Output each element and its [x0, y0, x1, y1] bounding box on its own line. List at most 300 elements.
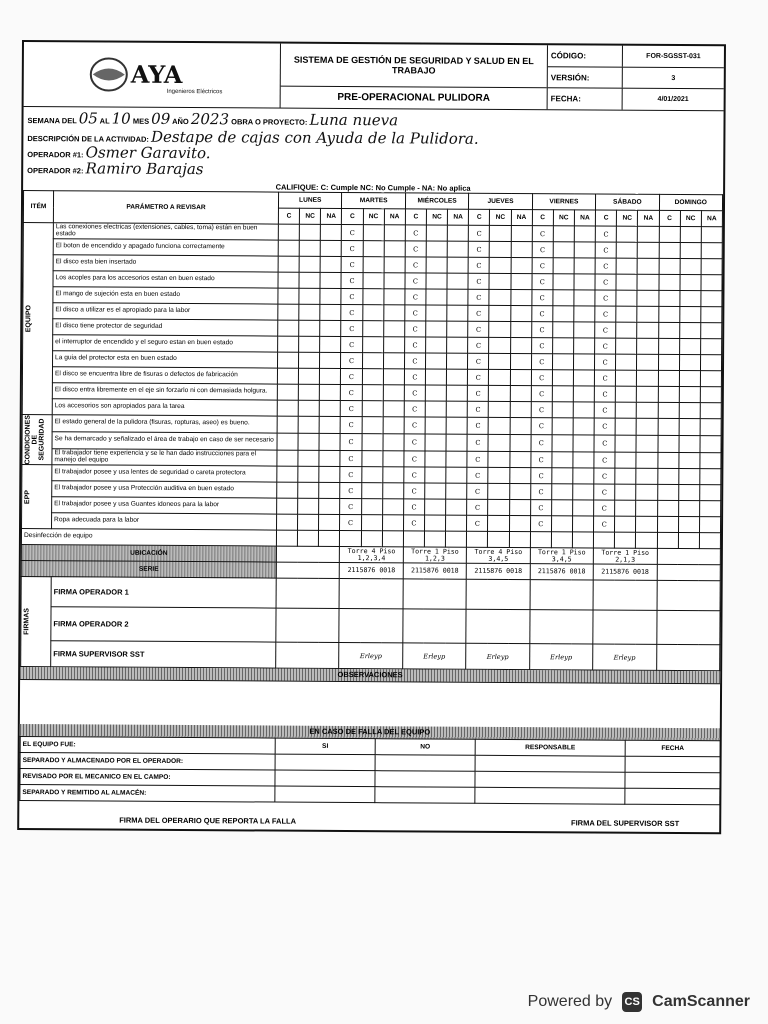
rating-cell[interactable]	[384, 273, 405, 289]
rating-cell[interactable]	[657, 469, 678, 485]
rating-cell[interactable]: C	[468, 385, 489, 401]
rating-cell[interactable]	[510, 321, 531, 337]
rating-cell[interactable]: C	[532, 242, 553, 258]
rating-cell[interactable]: C	[340, 433, 361, 450]
rating-cell[interactable]	[320, 304, 341, 320]
rating-cell[interactable]	[447, 369, 468, 385]
semana-del-field[interactable]: 05	[78, 109, 98, 128]
rating-cell[interactable]: C	[595, 290, 616, 306]
serie-cell[interactable]: 2115876 0018	[593, 564, 657, 580]
rating-cell[interactable]	[658, 418, 679, 435]
rating-cell[interactable]	[299, 256, 320, 272]
signature-cell[interactable]	[403, 609, 467, 643]
rating-cell[interactable]	[552, 354, 573, 370]
rating-cell[interactable]	[299, 272, 320, 288]
rating-cell[interactable]	[552, 386, 573, 402]
signature-cell[interactable]	[530, 610, 594, 644]
rating-cell[interactable]	[382, 483, 403, 499]
rating-cell[interactable]	[552, 338, 573, 354]
rating-cell[interactable]	[425, 434, 446, 451]
rating-cell[interactable]	[511, 241, 532, 257]
rating-cell[interactable]	[320, 336, 341, 352]
rating-cell[interactable]	[319, 483, 340, 499]
rating-cell[interactable]	[553, 306, 574, 322]
rating-cell[interactable]: C	[468, 289, 489, 305]
rating-cell[interactable]	[277, 466, 298, 482]
rating-cell[interactable]	[489, 321, 510, 337]
rating-cell[interactable]	[489, 273, 510, 289]
rating-cell[interactable]	[657, 501, 678, 517]
rating-cell[interactable]	[299, 224, 320, 240]
anio-field[interactable]: 2023	[190, 110, 230, 129]
rating-cell[interactable]	[552, 435, 573, 452]
rating-cell[interactable]: C	[531, 370, 552, 386]
observaciones-area[interactable]	[20, 679, 720, 728]
rating-cell[interactable]	[299, 304, 320, 320]
rating-cell[interactable]: C	[595, 322, 616, 338]
rating-cell[interactable]	[679, 323, 700, 339]
rating-cell[interactable]	[277, 450, 298, 467]
signature-cell[interactable]: Erleyp	[403, 643, 467, 669]
rating-cell[interactable]	[615, 485, 636, 501]
rating-cell[interactable]	[637, 290, 658, 306]
rating-cell[interactable]	[700, 387, 721, 403]
rating-cell[interactable]	[701, 259, 722, 275]
rating-cell[interactable]	[277, 384, 298, 400]
rating-cell[interactable]: C	[341, 336, 362, 352]
rating-cell[interactable]	[383, 305, 404, 321]
rating-cell[interactable]	[573, 451, 594, 468]
rating-cell[interactable]	[278, 304, 299, 320]
rating-cell[interactable]	[552, 402, 573, 418]
rating-cell[interactable]	[298, 450, 319, 467]
rating-cell[interactable]	[383, 321, 404, 337]
rating-cell[interactable]	[636, 435, 657, 452]
proyecto-field[interactable]: Luna nueva	[309, 110, 399, 130]
rating-cell[interactable]	[658, 435, 679, 452]
rating-cell[interactable]: C	[531, 306, 552, 322]
rating-cell[interactable]	[298, 499, 319, 515]
rating-cell[interactable]	[362, 417, 383, 434]
rating-cell[interactable]	[361, 499, 382, 515]
rating-cell[interactable]	[615, 501, 636, 517]
rating-cell[interactable]	[361, 483, 382, 499]
rating-cell[interactable]	[382, 499, 403, 515]
rating-cell[interactable]	[384, 257, 405, 273]
serie-cell[interactable]	[657, 565, 721, 581]
rating-cell[interactable]: C	[594, 484, 615, 500]
rating-cell[interactable]	[426, 289, 447, 305]
rating-cell[interactable]	[551, 500, 572, 516]
rating-cell[interactable]: C	[594, 500, 615, 516]
rating-cell[interactable]: C	[468, 337, 489, 353]
rating-cell[interactable]: C	[595, 258, 616, 274]
rating-cell[interactable]	[298, 467, 319, 483]
rating-cell[interactable]	[383, 369, 404, 385]
rating-cell[interactable]	[425, 417, 446, 434]
rating-cell[interactable]	[447, 241, 468, 257]
rating-cell[interactable]	[615, 418, 636, 435]
rating-cell[interactable]	[321, 224, 342, 240]
operador2-field[interactable]: Ramiro Barajas	[85, 159, 204, 179]
rating-cell[interactable]	[446, 434, 467, 451]
rating-cell[interactable]	[574, 290, 595, 306]
rating-cell[interactable]: C	[341, 400, 362, 416]
rating-cell[interactable]: C	[405, 305, 426, 321]
rating-cell[interactable]: C	[405, 289, 426, 305]
rating-cell[interactable]: C	[405, 321, 426, 337]
rating-cell[interactable]: C	[404, 417, 425, 434]
rating-cell[interactable]	[383, 434, 404, 451]
rating-cell[interactable]: C	[594, 435, 615, 452]
rating-cell[interactable]	[447, 337, 468, 353]
rating-cell[interactable]	[637, 370, 658, 386]
rating-cell[interactable]	[658, 402, 679, 418]
rating-cell[interactable]	[616, 242, 637, 258]
rating-cell[interactable]	[383, 353, 404, 369]
rating-cell[interactable]: C	[530, 468, 551, 484]
rating-cell[interactable]	[488, 500, 509, 516]
ubicacion-cell[interactable]: Torre 1 Piso 3,4,5	[530, 548, 594, 564]
rating-cell[interactable]	[425, 353, 446, 369]
rating-cell[interactable]	[425, 483, 446, 499]
rating-cell[interactable]	[679, 435, 700, 452]
rating-cell[interactable]	[382, 515, 403, 531]
rating-cell[interactable]	[573, 468, 594, 484]
rating-cell[interactable]	[701, 243, 722, 259]
rating-cell[interactable]	[298, 384, 319, 400]
rating-cell[interactable]	[510, 289, 531, 305]
ubicacion-cell[interactable]	[657, 549, 721, 565]
rating-cell[interactable]	[615, 517, 636, 533]
serie-cell[interactable]: 2115876 0018	[530, 564, 594, 580]
rating-cell[interactable]	[298, 515, 319, 531]
rating-cell[interactable]	[637, 258, 658, 274]
rating-cell[interactable]	[659, 226, 680, 242]
rating-cell[interactable]	[678, 485, 699, 501]
rating-cell[interactable]: C	[595, 354, 616, 370]
rating-cell[interactable]	[424, 515, 445, 531]
rating-cell[interactable]	[700, 419, 721, 436]
rating-cell[interactable]	[383, 467, 404, 483]
signature-cell[interactable]	[276, 578, 340, 608]
rating-cell[interactable]: C	[404, 385, 425, 401]
rating-cell[interactable]	[700, 371, 721, 387]
rating-cell[interactable]: C	[594, 516, 615, 532]
rating-cell[interactable]	[510, 337, 531, 353]
rating-cell[interactable]	[277, 400, 298, 416]
rating-cell[interactable]	[701, 307, 722, 323]
rating-cell[interactable]	[699, 517, 720, 533]
rating-cell[interactable]	[384, 241, 405, 257]
rating-cell[interactable]	[362, 353, 383, 369]
rating-cell[interactable]: C	[467, 468, 488, 484]
rating-cell[interactable]	[361, 515, 382, 531]
rating-cell[interactable]	[446, 468, 467, 484]
rating-cell[interactable]	[615, 402, 636, 418]
rating-cell[interactable]	[574, 338, 595, 354]
rating-cell[interactable]	[573, 500, 594, 516]
rating-cell[interactable]	[637, 322, 658, 338]
rating-cell[interactable]	[637, 402, 658, 418]
ubicacion-cell[interactable]: Torre 1 Piso 2,1,3	[593, 548, 657, 564]
rating-cell[interactable]: C	[341, 304, 362, 320]
rating-cell[interactable]	[658, 338, 679, 354]
rating-cell[interactable]: C	[531, 386, 552, 402]
rating-cell[interactable]: C	[530, 516, 551, 532]
rating-cell[interactable]	[320, 352, 341, 368]
signature-cell[interactable]: Erleyp	[466, 644, 530, 670]
rating-cell[interactable]: C	[342, 240, 363, 256]
rating-cell[interactable]	[616, 386, 637, 402]
rating-cell[interactable]	[426, 321, 447, 337]
rating-cell[interactable]	[446, 516, 467, 532]
rating-cell[interactable]	[616, 322, 637, 338]
rating-cell[interactable]	[700, 485, 721, 501]
rating-cell[interactable]: C	[404, 434, 425, 451]
rating-cell[interactable]	[657, 485, 678, 501]
rating-cell[interactable]	[552, 451, 573, 468]
rating-cell[interactable]: C	[404, 337, 425, 353]
signature-cell[interactable]: Erleyp	[593, 644, 657, 670]
rating-cell[interactable]	[552, 370, 573, 386]
rating-cell[interactable]	[363, 257, 384, 273]
rating-cell[interactable]	[299, 288, 320, 304]
rating-cell[interactable]	[278, 256, 299, 272]
rating-cell[interactable]	[615, 469, 636, 485]
rating-cell[interactable]	[510, 417, 531, 434]
rating-cell[interactable]	[616, 338, 637, 354]
rating-cell[interactable]	[637, 386, 658, 402]
rating-cell[interactable]	[701, 275, 722, 291]
rating-cell[interactable]	[426, 257, 447, 273]
rating-cell[interactable]	[278, 240, 299, 256]
rating-cell[interactable]	[320, 288, 341, 304]
rating-cell[interactable]	[383, 337, 404, 353]
rating-cell[interactable]	[553, 290, 574, 306]
rating-cell[interactable]	[636, 485, 657, 501]
rating-cell[interactable]	[425, 369, 446, 385]
rating-cell[interactable]: C	[530, 500, 551, 516]
rating-cell[interactable]: C	[467, 451, 488, 468]
rating-cell[interactable]	[636, 418, 657, 435]
rating-cell[interactable]	[488, 468, 509, 484]
rating-cell[interactable]: C	[403, 499, 424, 515]
rating-cell[interactable]: C	[595, 370, 616, 386]
rating-cell[interactable]	[658, 306, 679, 322]
signature-cell[interactable]	[276, 608, 340, 642]
rating-cell[interactable]	[657, 517, 678, 533]
rating-cell[interactable]: C	[468, 353, 489, 369]
rating-cell[interactable]	[678, 517, 699, 533]
rating-cell[interactable]	[278, 272, 299, 288]
rating-cell[interactable]	[298, 483, 319, 499]
rating-cell[interactable]: C	[530, 484, 551, 500]
rating-cell[interactable]: C	[405, 273, 426, 289]
rating-cell[interactable]	[573, 435, 594, 452]
rating-cell[interactable]	[616, 370, 637, 386]
rating-cell[interactable]	[319, 467, 340, 483]
rating-cell[interactable]	[319, 416, 340, 433]
rating-cell[interactable]: C	[594, 452, 615, 469]
rating-cell[interactable]	[447, 225, 468, 241]
rating-cell[interactable]: C	[594, 468, 615, 484]
rating-cell[interactable]: C	[594, 402, 615, 418]
rating-cell[interactable]	[553, 322, 574, 338]
rating-cell[interactable]: C	[467, 500, 488, 516]
rating-cell[interactable]	[426, 241, 447, 257]
rating-cell[interactable]	[363, 241, 384, 257]
rating-cell[interactable]	[573, 370, 594, 386]
rating-cell[interactable]	[679, 419, 700, 436]
rating-cell[interactable]	[680, 275, 701, 291]
rating-cell[interactable]	[678, 469, 699, 485]
rating-cell[interactable]: C	[340, 499, 361, 515]
rating-cell[interactable]	[425, 401, 446, 417]
rating-cell[interactable]	[426, 337, 447, 353]
rating-cell[interactable]	[574, 274, 595, 290]
rating-cell[interactable]	[489, 257, 510, 273]
rating-cell[interactable]	[679, 307, 700, 323]
rating-cell[interactable]	[490, 241, 511, 257]
rating-cell[interactable]	[700, 339, 721, 355]
rating-cell[interactable]	[659, 274, 680, 290]
rating-cell[interactable]	[298, 433, 319, 450]
rating-cell[interactable]	[320, 256, 341, 272]
rating-cell[interactable]	[700, 452, 721, 469]
rating-cell[interactable]	[637, 338, 658, 354]
rating-cell[interactable]	[638, 226, 659, 242]
rating-cell[interactable]: C	[531, 354, 552, 370]
rating-cell[interactable]	[573, 402, 594, 418]
rating-cell[interactable]: C	[469, 225, 490, 241]
rating-cell[interactable]	[278, 336, 299, 352]
rating-cell[interactable]	[361, 450, 382, 467]
rating-cell[interactable]	[638, 242, 659, 258]
serie-cell[interactable]: 2115876 0018	[403, 563, 467, 579]
rating-cell[interactable]	[680, 291, 701, 307]
rating-cell[interactable]	[615, 435, 636, 452]
rating-cell[interactable]: C	[404, 450, 425, 467]
rating-cell[interactable]	[509, 484, 530, 500]
rating-cell[interactable]: C	[341, 384, 362, 400]
rating-cell[interactable]: C	[404, 467, 425, 483]
rating-cell[interactable]	[383, 385, 404, 401]
rating-cell[interactable]: C	[595, 242, 616, 258]
rating-cell[interactable]: C	[341, 352, 362, 368]
rating-cell[interactable]	[574, 258, 595, 274]
rating-cell[interactable]	[320, 272, 341, 288]
rating-cell[interactable]: C	[468, 305, 489, 321]
rating-cell[interactable]	[446, 417, 467, 434]
signature-cell[interactable]	[593, 580, 657, 610]
rating-cell[interactable]: C	[341, 288, 362, 304]
rating-cell[interactable]	[488, 516, 509, 532]
rating-cell[interactable]	[679, 452, 700, 469]
rating-cell[interactable]	[551, 516, 572, 532]
rating-cell[interactable]	[553, 242, 574, 258]
rating-cell[interactable]	[510, 305, 531, 321]
rating-cell[interactable]	[701, 227, 722, 243]
rating-cell[interactable]	[384, 225, 405, 241]
rating-cell[interactable]	[320, 384, 341, 400]
rating-cell[interactable]: C	[340, 450, 361, 467]
rating-cell[interactable]	[277, 433, 298, 450]
rating-cell[interactable]	[362, 321, 383, 337]
rating-cell[interactable]	[701, 291, 722, 307]
signature-cell[interactable]	[656, 611, 720, 645]
rating-cell[interactable]	[277, 416, 298, 433]
rating-cell[interactable]	[657, 452, 678, 469]
rating-cell[interactable]	[679, 371, 700, 387]
rating-cell[interactable]	[489, 385, 510, 401]
rating-cell[interactable]	[700, 469, 721, 485]
signature-cell[interactable]	[593, 610, 657, 644]
rating-cell[interactable]	[362, 289, 383, 305]
signature-cell[interactable]: Erleyp	[529, 644, 593, 670]
rating-cell[interactable]: C	[594, 386, 615, 402]
rating-cell[interactable]	[511, 273, 532, 289]
rating-cell[interactable]	[278, 352, 299, 368]
rating-cell[interactable]	[488, 434, 509, 451]
rating-cell[interactable]	[573, 418, 594, 435]
rating-cell[interactable]	[426, 305, 447, 321]
rating-cell[interactable]	[574, 306, 595, 322]
rating-cell[interactable]: C	[531, 418, 552, 435]
rating-cell[interactable]: C	[404, 369, 425, 385]
rating-cell[interactable]: C	[467, 434, 488, 451]
rating-cell[interactable]	[447, 321, 468, 337]
rating-cell[interactable]	[425, 385, 446, 401]
rating-cell[interactable]	[573, 354, 594, 370]
rating-cell[interactable]	[489, 353, 510, 369]
rating-cell[interactable]	[489, 401, 510, 417]
rating-cell[interactable]	[680, 227, 701, 243]
rating-cell[interactable]	[700, 355, 721, 371]
rating-cell[interactable]	[362, 369, 383, 385]
rating-cell[interactable]	[658, 386, 679, 402]
rating-cell[interactable]: C	[595, 306, 616, 322]
rating-cell[interactable]	[700, 435, 721, 452]
rating-cell[interactable]: C	[595, 274, 616, 290]
rating-cell[interactable]	[617, 226, 638, 242]
rating-cell[interactable]	[489, 417, 510, 434]
rating-cell[interactable]	[679, 403, 700, 419]
rating-cell[interactable]	[616, 274, 637, 290]
rating-cell[interactable]: C	[403, 515, 424, 531]
rating-cell[interactable]	[509, 516, 530, 532]
rating-cell[interactable]	[573, 386, 594, 402]
rating-cell[interactable]	[680, 243, 701, 259]
rating-cell[interactable]	[636, 517, 657, 533]
rating-cell[interactable]	[426, 225, 447, 241]
rating-cell[interactable]	[510, 353, 531, 369]
rating-cell[interactable]: C	[405, 241, 426, 257]
rating-cell[interactable]	[362, 385, 383, 401]
rating-cell[interactable]: C	[595, 226, 616, 242]
rating-cell[interactable]	[699, 501, 720, 517]
rating-cell[interactable]	[447, 273, 468, 289]
rating-cell[interactable]	[636, 452, 657, 469]
rating-cell[interactable]	[553, 258, 574, 274]
rating-cell[interactable]	[319, 515, 340, 531]
rating-cell[interactable]: C	[468, 321, 489, 337]
rating-cell[interactable]	[616, 354, 637, 370]
rating-cell[interactable]	[616, 290, 637, 306]
rating-cell[interactable]	[384, 289, 405, 305]
rating-cell[interactable]	[552, 484, 573, 500]
rating-cell[interactable]	[553, 226, 574, 242]
